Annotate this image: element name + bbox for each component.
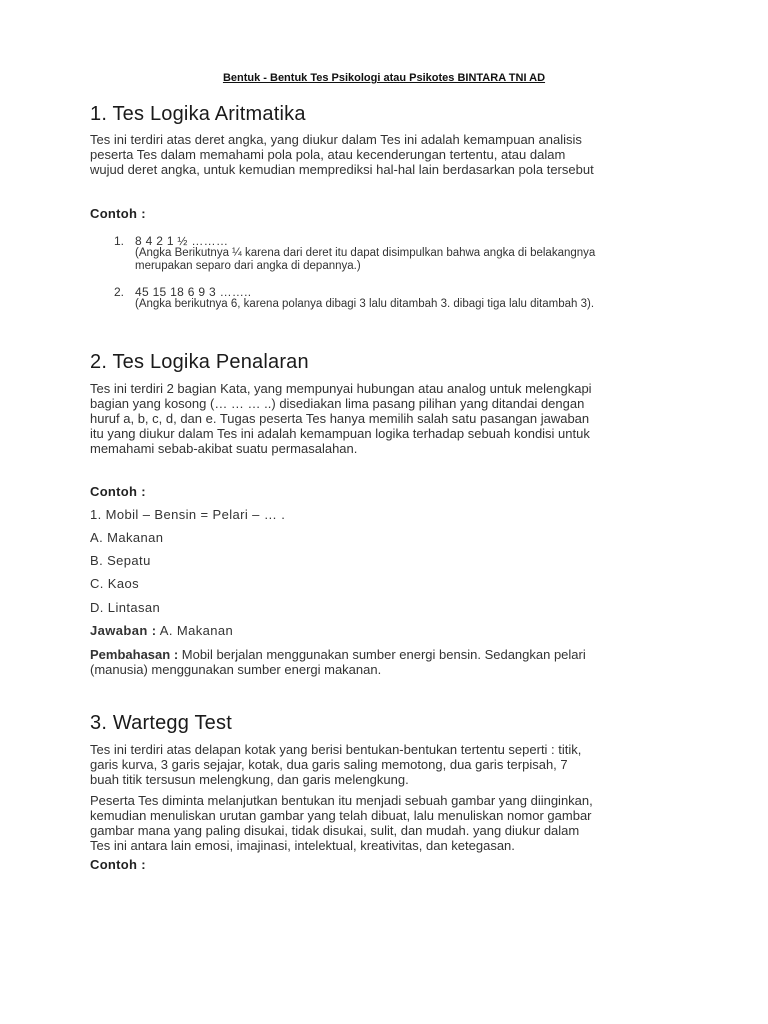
section1-body — [90, 132, 680, 177]
option-a: A. Makanan — [90, 530, 164, 545]
section3-body1 — [90, 742, 680, 787]
section1-contoh-label: Contoh : — [90, 206, 146, 221]
section1-body-line: peserta Tes dalam memahami pola pola, atau kecenderungan tertentu, atau dalam — [90, 147, 566, 162]
pembahasan — [90, 647, 680, 677]
section2-body-line: bagian yang kosong (… … … ..) disediakan lima pasang pilihan yang ditandai dengan — [90, 396, 585, 411]
option-c: C. Kaos — [90, 576, 140, 591]
section2-contoh-label: Contoh : — [90, 484, 146, 499]
example2-note — [135, 298, 695, 311]
example1-number: 1. — [114, 234, 125, 248]
section2-question: 1. Mobil – Bensin = Pelari – … . — [90, 507, 286, 522]
example1-note — [135, 247, 695, 273]
pembahasan-line: (manusia) menggunakan sumber energi makanan. — [90, 662, 382, 677]
example2-number: 2. — [114, 285, 125, 299]
example1-note-line: merupakan separo dari angka di depannya.) — [135, 260, 361, 272]
section3-body2-line: gambar mana yang paling disukai, tidak disukai, sulit, dan mudah. yang diukur dalam — [90, 823, 580, 838]
example2-note-line: (Angka berikutnya 6, karena polanya dibagi 3 lalu ditambah 3. dibagi tiga lalu ditambah 3). — [135, 298, 595, 310]
section2-body-line: Tes ini terdiri 2 bagian Kata, yang mempunyai hubungan atau analog untuk melengkapi — [90, 381, 592, 396]
section3-body2-line: Peserta Tes diminta melanjutkan bentukan itu menjadi sebuah gambar yang diinginkan, — [90, 793, 593, 808]
option-b: B. Sepatu — [90, 553, 151, 568]
pembahasan-text: Mobil berjalan menggunakan sumber energi bensin. Sedangkan pelari — [178, 647, 586, 662]
option-d: D. Lintasan — [90, 600, 161, 615]
jawaban-label: Jawaban : — [90, 623, 157, 638]
section1-body-line: wujud deret angka, untuk kemudian memprediksi hal-hal lain berdasarkan pola tersebut — [90, 162, 594, 177]
section2-body-line: memahami sebab-akibat suatu permasalahan. — [90, 441, 358, 456]
document-title: Bentuk - Bentuk Tes Psikologi atau Psikotes BINTARA TNI AD — [222, 72, 546, 84]
example1-sequence: 8 4 2 1 ½ ……… — [135, 234, 229, 248]
section2-body-line: itu yang diukur dalam Tes ini adalah kemampuan logika terhadap sebuah kondisi untuk — [90, 426, 590, 441]
jawaban-value: A. Makanan — [156, 623, 234, 638]
section1-heading: 1. Tes Logika Aritmatika — [90, 103, 306, 125]
section1-body-line: Tes ini terdiri atas deret angka, yang diukur dalam Tes ini adalah kemampuan analisis — [90, 132, 582, 147]
section3-heading: 3. Wartegg Test — [90, 712, 232, 734]
example1-note-line: (Angka Berikutnya ¼ karena dari deret itu dapat disimpulkan bahwa angka di belakangnya — [135, 247, 596, 259]
example2-sequence: 45 15 18 6 9 3 …….. — [135, 285, 252, 299]
section3-contoh-label: Contoh : — [90, 857, 146, 872]
section3-body1-line: garis kurva, 3 garis sejajar, kotak, dua garis saling memotong, dua garis terpisah, 7 — [90, 757, 568, 772]
section3-body1-line: buah titik tersusun melengkung, dan garis melengkung. — [90, 772, 409, 787]
pembahasan-line — [90, 647, 680, 662]
section3-body2-line: kemudian menuliskan urutan gambar yang telah dibuat, lalu menuliskan nomor gambar — [90, 808, 592, 823]
section3-body1-line: Tes ini terdiri atas delapan kotak yang berisi bentukan-bentukan tertentu seperti : titik, — [90, 742, 582, 757]
pembahasan-label: Pembahasan : — [90, 647, 179, 662]
section3-body2 — [90, 793, 680, 853]
section2-body — [90, 381, 680, 456]
jawaban-line — [90, 623, 233, 638]
section2-body-line: huruf a, b, c, d, dan e. Tugas peserta Tes hanya memilih salah satu pasangan jawaban — [90, 411, 590, 426]
section3-body2-line: Tes ini antara lain emosi, imajinasi, intelektual, kreativitas, dan ketegasan. — [90, 838, 515, 853]
section2-heading: 2. Tes Logika Penalaran — [90, 351, 309, 373]
